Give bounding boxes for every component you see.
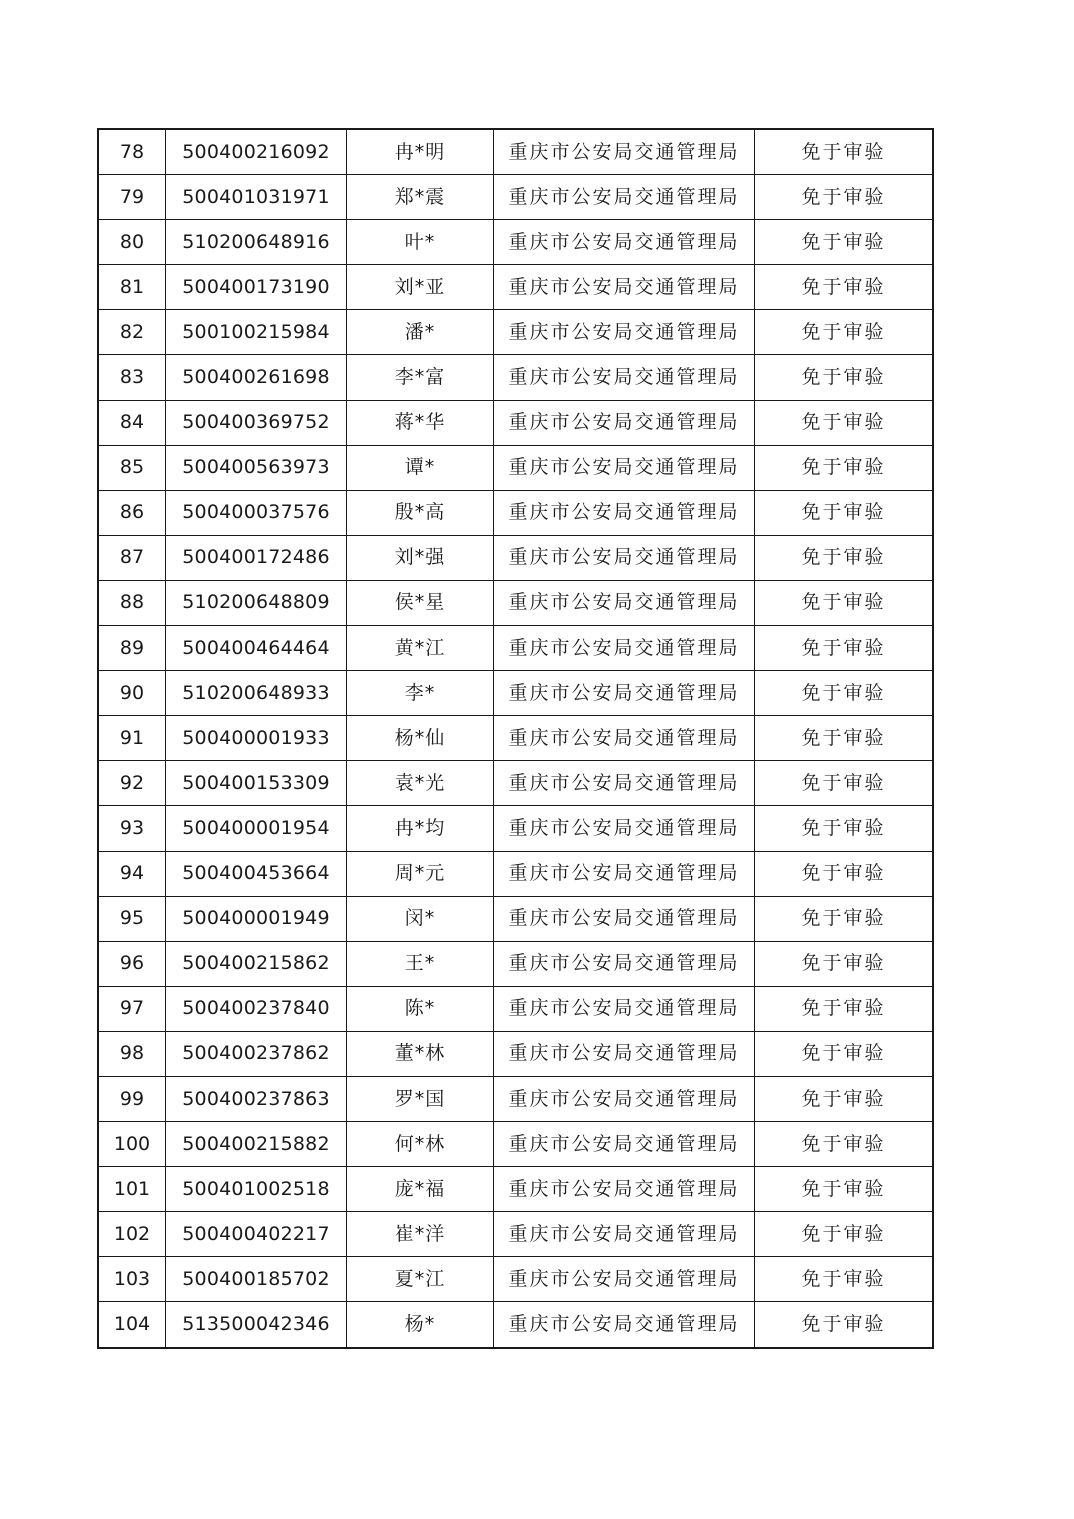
issuing-office-cell: 重庆市公安局交通管理局 bbox=[494, 1122, 755, 1167]
table-row bbox=[98, 1167, 933, 1212]
issuing-office-cell: 重庆市公安局交通管理局 bbox=[494, 310, 755, 355]
issuing-office-cell: 重庆市公安局交通管理局 bbox=[494, 129, 755, 175]
record-id-cell: 500400237862 bbox=[166, 1031, 347, 1076]
review-status-cell: 免于审验 bbox=[755, 1122, 934, 1167]
person-name-cell: 李*富 bbox=[347, 355, 494, 400]
person-name-cell: 杨*仙 bbox=[347, 716, 494, 761]
person-name-cell: 周*元 bbox=[347, 851, 494, 896]
row-number-cell: 90 bbox=[98, 671, 166, 716]
row-number-cell: 100 bbox=[98, 1122, 166, 1167]
row-number-cell: 79 bbox=[98, 175, 166, 220]
table-row bbox=[98, 220, 933, 265]
records-table-body bbox=[98, 129, 933, 1348]
record-id-cell: 513500042346 bbox=[166, 1302, 347, 1348]
issuing-office-cell: 重庆市公安局交通管理局 bbox=[494, 671, 755, 716]
row-number-cell: 91 bbox=[98, 716, 166, 761]
issuing-office-cell: 重庆市公安局交通管理局 bbox=[494, 1302, 755, 1348]
record-id-cell: 500401002518 bbox=[166, 1167, 347, 1212]
review-status-cell: 免于审验 bbox=[755, 355, 934, 400]
person-name-cell: 李* bbox=[347, 671, 494, 716]
record-id-cell: 500400215882 bbox=[166, 1122, 347, 1167]
record-id-cell: 500400001933 bbox=[166, 716, 347, 761]
table-row bbox=[98, 445, 933, 490]
issuing-office-cell: 重庆市公安局交通管理局 bbox=[494, 761, 755, 806]
person-name-cell: 王* bbox=[347, 941, 494, 986]
record-id-cell: 500400185702 bbox=[166, 1257, 347, 1302]
row-number-cell: 88 bbox=[98, 580, 166, 625]
review-status-cell: 免于审验 bbox=[755, 761, 934, 806]
record-id-cell: 510200648933 bbox=[166, 671, 347, 716]
review-status-cell: 免于审验 bbox=[755, 129, 934, 175]
row-number-cell: 84 bbox=[98, 400, 166, 445]
person-name-cell: 黄*江 bbox=[347, 626, 494, 671]
person-name-cell: 陈* bbox=[347, 986, 494, 1031]
review-status-cell: 免于审验 bbox=[755, 220, 934, 265]
review-status-cell: 免于审验 bbox=[755, 626, 934, 671]
review-status-cell: 免于审验 bbox=[755, 1167, 934, 1212]
issuing-office-cell: 重庆市公安局交通管理局 bbox=[494, 355, 755, 400]
issuing-office-cell: 重庆市公安局交通管理局 bbox=[494, 806, 755, 851]
row-number-cell: 78 bbox=[98, 129, 166, 175]
issuing-office-cell: 重庆市公安局交通管理局 bbox=[494, 941, 755, 986]
issuing-office-cell: 重庆市公安局交通管理局 bbox=[494, 626, 755, 671]
record-id-cell: 500400215862 bbox=[166, 941, 347, 986]
person-name-cell: 冉*均 bbox=[347, 806, 494, 851]
review-status-cell: 免于审验 bbox=[755, 806, 934, 851]
row-number-cell: 99 bbox=[98, 1076, 166, 1121]
record-id-cell: 500400172486 bbox=[166, 535, 347, 580]
row-number-cell: 94 bbox=[98, 851, 166, 896]
review-status-cell: 免于审验 bbox=[755, 896, 934, 941]
table-row bbox=[98, 851, 933, 896]
record-id-cell: 500400402217 bbox=[166, 1212, 347, 1257]
record-id-cell: 500400261698 bbox=[166, 355, 347, 400]
table-row bbox=[98, 1122, 933, 1167]
issuing-office-cell: 重庆市公安局交通管理局 bbox=[494, 220, 755, 265]
table-row bbox=[98, 1031, 933, 1076]
row-number-cell: 83 bbox=[98, 355, 166, 400]
record-id-cell: 500400237863 bbox=[166, 1076, 347, 1121]
review-status-cell: 免于审验 bbox=[755, 400, 934, 445]
review-status-cell: 免于审验 bbox=[755, 490, 934, 535]
issuing-office-cell: 重庆市公安局交通管理局 bbox=[494, 400, 755, 445]
issuing-office-cell: 重庆市公安局交通管理局 bbox=[494, 1257, 755, 1302]
row-number-cell: 103 bbox=[98, 1257, 166, 1302]
record-id-cell: 510200648916 bbox=[166, 220, 347, 265]
person-name-cell: 罗*国 bbox=[347, 1076, 494, 1121]
table-row bbox=[98, 1257, 933, 1302]
row-number-cell: 102 bbox=[98, 1212, 166, 1257]
issuing-office-cell: 重庆市公安局交通管理局 bbox=[494, 896, 755, 941]
record-id-cell: 500400173190 bbox=[166, 265, 347, 310]
person-name-cell: 潘* bbox=[347, 310, 494, 355]
row-number-cell: 85 bbox=[98, 445, 166, 490]
table-row bbox=[98, 1302, 933, 1348]
row-number-cell: 82 bbox=[98, 310, 166, 355]
table-row bbox=[98, 129, 933, 175]
table-row bbox=[98, 671, 933, 716]
table-row bbox=[98, 626, 933, 671]
person-name-cell: 袁*光 bbox=[347, 761, 494, 806]
review-status-cell: 免于审验 bbox=[755, 986, 934, 1031]
row-number-cell: 101 bbox=[98, 1167, 166, 1212]
record-id-cell: 500400237840 bbox=[166, 986, 347, 1031]
review-status-cell: 免于审验 bbox=[755, 1076, 934, 1121]
person-name-cell: 夏*江 bbox=[347, 1257, 494, 1302]
record-id-cell: 500400001949 bbox=[166, 896, 347, 941]
row-number-cell: 89 bbox=[98, 626, 166, 671]
table-row bbox=[98, 716, 933, 761]
row-number-cell: 97 bbox=[98, 986, 166, 1031]
record-id-cell: 500400037576 bbox=[166, 490, 347, 535]
row-number-cell: 92 bbox=[98, 761, 166, 806]
person-name-cell: 谭* bbox=[347, 445, 494, 490]
person-name-cell: 蒋*华 bbox=[347, 400, 494, 445]
person-name-cell: 殷*高 bbox=[347, 490, 494, 535]
review-status-cell: 免于审验 bbox=[755, 1302, 934, 1348]
record-id-cell: 500400563973 bbox=[166, 445, 347, 490]
row-number-cell: 98 bbox=[98, 1031, 166, 1076]
records-table bbox=[97, 128, 934, 1349]
issuing-office-cell: 重庆市公安局交通管理局 bbox=[494, 580, 755, 625]
person-name-cell: 董*林 bbox=[347, 1031, 494, 1076]
row-number-cell: 81 bbox=[98, 265, 166, 310]
table-row bbox=[98, 265, 933, 310]
table-row bbox=[98, 535, 933, 580]
record-id-cell: 500400369752 bbox=[166, 400, 347, 445]
person-name-cell: 杨* bbox=[347, 1302, 494, 1348]
issuing-office-cell: 重庆市公安局交通管理局 bbox=[494, 1212, 755, 1257]
review-status-cell: 免于审验 bbox=[755, 445, 934, 490]
table-row bbox=[98, 986, 933, 1031]
review-status-cell: 免于审验 bbox=[755, 1257, 934, 1302]
review-status-cell: 免于审验 bbox=[755, 535, 934, 580]
table-row bbox=[98, 896, 933, 941]
table-row bbox=[98, 941, 933, 986]
row-number-cell: 80 bbox=[98, 220, 166, 265]
person-name-cell: 冉*明 bbox=[347, 129, 494, 175]
review-status-cell: 免于审验 bbox=[755, 941, 934, 986]
table-row bbox=[98, 580, 933, 625]
table-row bbox=[98, 490, 933, 535]
issuing-office-cell: 重庆市公安局交通管理局 bbox=[494, 490, 755, 535]
issuing-office-cell: 重庆市公安局交通管理局 bbox=[494, 1031, 755, 1076]
person-name-cell: 叶* bbox=[347, 220, 494, 265]
issuing-office-cell: 重庆市公安局交通管理局 bbox=[494, 535, 755, 580]
review-status-cell: 免于审验 bbox=[755, 580, 934, 625]
record-id-cell: 500400153309 bbox=[166, 761, 347, 806]
record-id-cell: 500400464464 bbox=[166, 626, 347, 671]
review-status-cell: 免于审验 bbox=[755, 1212, 934, 1257]
review-status-cell: 免于审验 bbox=[755, 265, 934, 310]
issuing-office-cell: 重庆市公安局交通管理局 bbox=[494, 445, 755, 490]
person-name-cell: 何*林 bbox=[347, 1122, 494, 1167]
issuing-office-cell: 重庆市公安局交通管理局 bbox=[494, 716, 755, 761]
record-id-cell: 500400001954 bbox=[166, 806, 347, 851]
table-row bbox=[98, 761, 933, 806]
review-status-cell: 免于审验 bbox=[755, 1031, 934, 1076]
table-row bbox=[98, 355, 933, 400]
issuing-office-cell: 重庆市公安局交通管理局 bbox=[494, 851, 755, 896]
review-status-cell: 免于审验 bbox=[755, 671, 934, 716]
review-status-cell: 免于审验 bbox=[755, 716, 934, 761]
issuing-office-cell: 重庆市公安局交通管理局 bbox=[494, 265, 755, 310]
row-number-cell: 86 bbox=[98, 490, 166, 535]
person-name-cell: 崔*洋 bbox=[347, 1212, 494, 1257]
issuing-office-cell: 重庆市公安局交通管理局 bbox=[494, 175, 755, 220]
review-status-cell: 免于审验 bbox=[755, 175, 934, 220]
issuing-office-cell: 重庆市公安局交通管理局 bbox=[494, 986, 755, 1031]
row-number-cell: 104 bbox=[98, 1302, 166, 1348]
person-name-cell: 郑*震 bbox=[347, 175, 494, 220]
table-row bbox=[98, 1212, 933, 1257]
review-status-cell: 免于审验 bbox=[755, 851, 934, 896]
record-id-cell: 500401031971 bbox=[166, 175, 347, 220]
row-number-cell: 96 bbox=[98, 941, 166, 986]
table-row bbox=[98, 1076, 933, 1121]
review-status-cell: 免于审验 bbox=[755, 310, 934, 355]
person-name-cell: 侯*星 bbox=[347, 580, 494, 625]
person-name-cell: 庞*福 bbox=[347, 1167, 494, 1212]
record-id-cell: 500400216092 bbox=[166, 129, 347, 175]
row-number-cell: 93 bbox=[98, 806, 166, 851]
record-id-cell: 500400453664 bbox=[166, 851, 347, 896]
person-name-cell: 刘*强 bbox=[347, 535, 494, 580]
record-id-cell: 500100215984 bbox=[166, 310, 347, 355]
table-row bbox=[98, 310, 933, 355]
table-row bbox=[98, 175, 933, 220]
row-number-cell: 95 bbox=[98, 896, 166, 941]
table-row bbox=[98, 806, 933, 851]
table-row bbox=[98, 400, 933, 445]
row-number-cell: 87 bbox=[98, 535, 166, 580]
person-name-cell: 闵* bbox=[347, 896, 494, 941]
person-name-cell: 刘*亚 bbox=[347, 265, 494, 310]
record-id-cell: 510200648809 bbox=[166, 580, 347, 625]
issuing-office-cell: 重庆市公安局交通管理局 bbox=[494, 1076, 755, 1121]
issuing-office-cell: 重庆市公安局交通管理局 bbox=[494, 1167, 755, 1212]
